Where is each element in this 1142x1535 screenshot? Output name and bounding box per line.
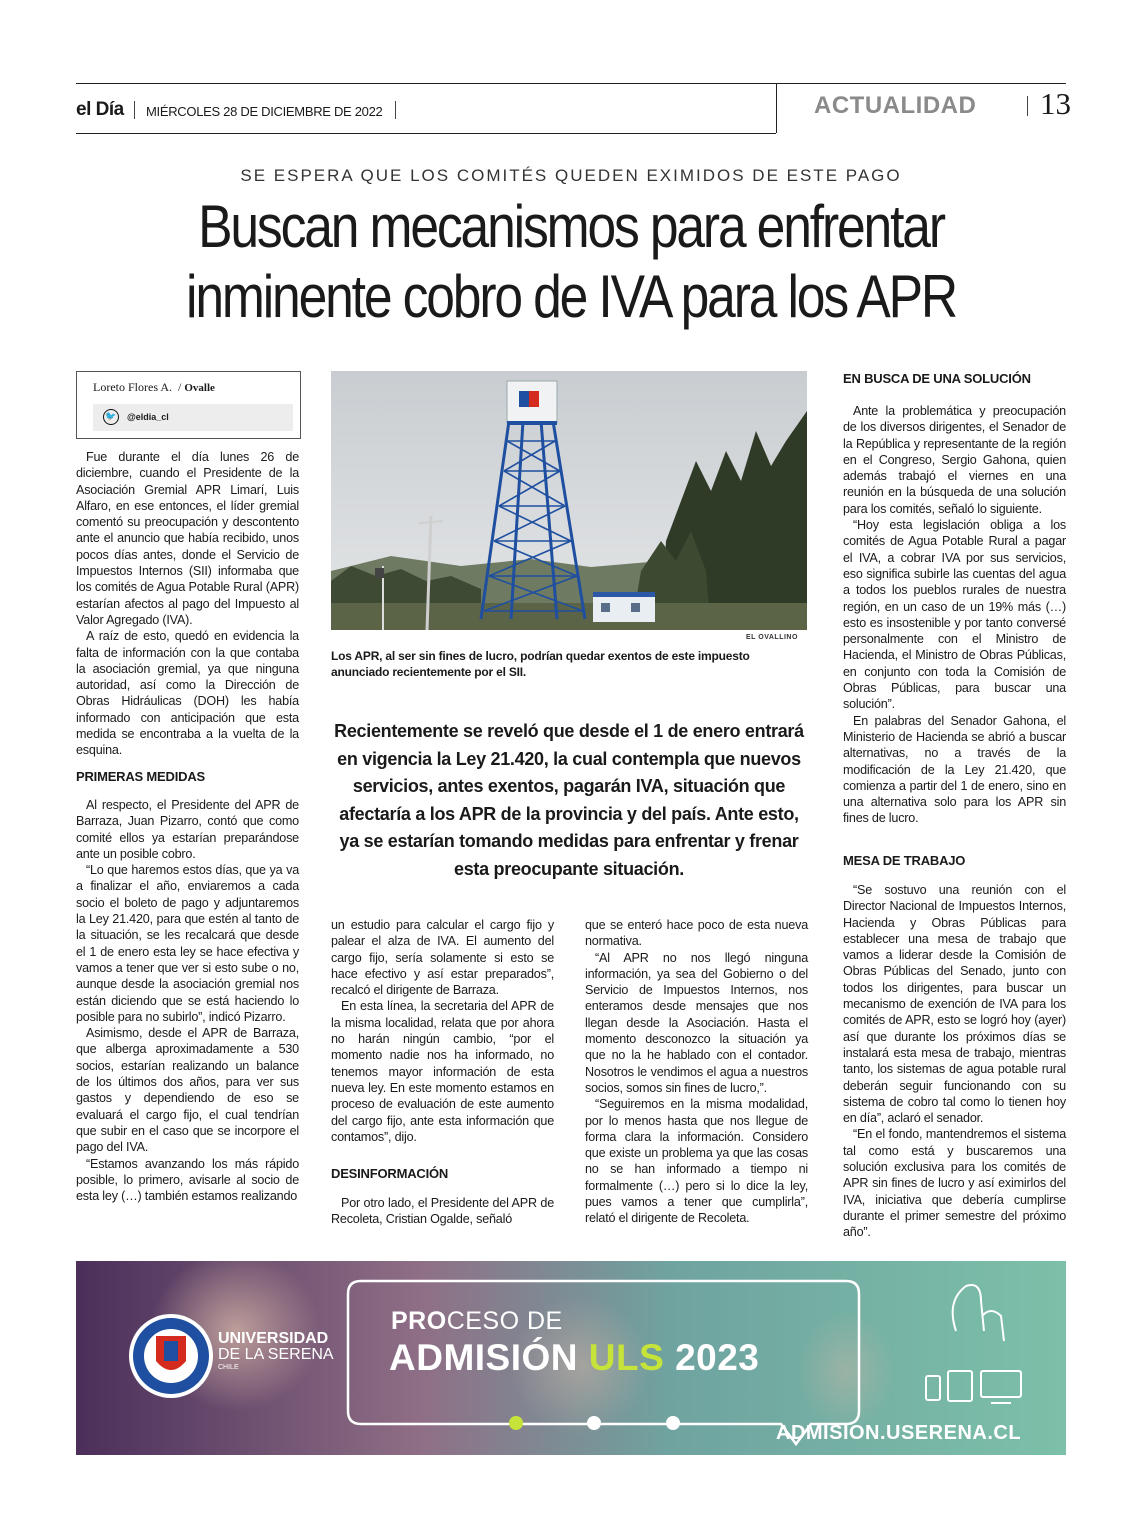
paragraph: un estudio para calcular el cargo fijo y palear el alza de IVA. El aumento del cargo fijo, sería solamente si esto se hace efectivo y así estar preparados”, recalcó el dirigente de Barraza.	[331, 918, 554, 998]
subhead-en-busca: EN BUSCA DE UNA SOLUCIÓN	[843, 371, 1031, 386]
water-tower-photo	[331, 371, 807, 630]
paragraph: Asimismo, desde el APR de Barraza, que alberga aproximadamente a 530 socios, estarían realizando un balance de los últimos dos años, para ver sus gastos y dependiendo de eso se evaluará el cargo fijo, el cual tendrían que subir en el caso que se incorpore el pago del IVA.	[76, 1026, 299, 1155]
column-2b	[331, 1195, 554, 1228]
proceso-bold: PRO	[391, 1307, 447, 1335]
paragraph: “En el fondo, mantendremos el sistema tal como está y buscaremos una solución exclusiva para los comités de APR sin fines de lucro y así eximirlos del IVA, iniciativa que debería cumplirse durante el primer semestre del próximo año”.	[843, 1127, 1066, 1240]
subhead-desinformacion: DESINFORMACIÓN	[331, 1166, 449, 1181]
header-separator	[1027, 96, 1028, 116]
admision-title	[389, 1337, 759, 1379]
column-1b	[76, 797, 299, 1204]
paragraph: Fue durante el día lunes 26 de diciembre, cuando el Presidente de la Asociación Gremial APR Limarí, Luis Alfaro, en ese entonces, el líder gremial comentó su preocupación y descontento ante el anuncio que había recibido, unos pocos días antes, donde el Servicio de Impuestos Internos (SII) informaba que los comités de Agua Potable Rural (APR) estarían afectos al pago del Impuesto al Valor Agregado (IVA).	[76, 450, 299, 627]
author-name: Loreto Flores A.	[93, 380, 172, 394]
twitter-bar	[93, 404, 293, 431]
photo-illustration	[331, 371, 807, 630]
header-bottom-rule	[76, 133, 776, 134]
photo-credit: EL OVALLINO	[746, 634, 798, 641]
byline-author: Loreto Flores A. / Ovalle	[93, 380, 215, 394]
column-3	[585, 917, 808, 1227]
paragraph: “Al APR no nos llegó ninguna información, ya sea del Gobierno o del Servicio de Impuestos Internos, nos enteramos desde mensajes que nos llegan desde la Asociación. Hasta el momento desconozco la situación ya que no la he hablado con el contador. Nosotros le vendimos el agua a nuestros socios, somos sin fines de lucro,”.	[585, 950, 808, 1095]
university-line-1: UNIVERSIDAD	[218, 1330, 329, 1347]
admission-url-link[interactable]: ADMISION.USERENA.CL	[776, 1422, 1022, 1444]
paragraph: “Se sostuvo una reunión con el Director Nacional de Impuestos Internos, Hacienda y Obras Públicas para establecer una mesa de trabajo que vamos a liderar desde la Comisión de Obras Públicas del Senado, junto con todos los dirigentes, para buscar un mecanismo de exención de IVA para los comités de APR, esto se logró hoy (ayer) así que durante los próximos días se instalará esta mesa de trabajo, mientras tanto, los sistemas de agua potable rural deberán seguir funcionando con su sistema de cobro tal como lo tienen hoy en día”, aclaró el senador.	[843, 883, 1066, 1126]
admision-word: ADMISIÓN	[389, 1337, 578, 1378]
photo-caption: Los APR, al ser sin fines de lucro, podrían quedar exentos de este impuesto anunciado recientemente por el SII.	[331, 649, 750, 679]
headline	[140, 192, 1002, 332]
column-2	[331, 917, 554, 1145]
author-location: Ovalle	[184, 382, 215, 394]
pull-quote: Recientemente se reveló que desde el 1 de enero entrará en vigencia la Ley 21.420, la cual contempla que nuevos servicios, antes exentos, pagarán IVA, situación que afectaría a los APR de la provincia y del país. Ante esto, ya se estarían tomando medidas para enfrentar y frenar esta preocupante situación.	[334, 721, 804, 879]
paragraph: “Estamos avanzando los más rápido posible, lo primero, avisarle al socio de esta ley (…) también estamos realizando	[76, 1156, 299, 1204]
section-name: ACTUALIDAD	[814, 92, 977, 119]
paragraph: En esta línea, la secretaria del APR de la misma localidad, relata que por ahora no harán ningún cambio, “por el momento nadie nos ha informado, no tenemos mayor información de esta nueva ley. En este momento estamos en proceso de evaluación de este aumento del cargo fijo, ante esta información que contamos”, dijo.	[331, 999, 554, 1144]
headline-line-1: Buscan mecanismos para enfrentar	[198, 193, 944, 260]
paragraph: En palabras del Senador Gahona, el Ministerio de Hacienda se abrió a buscar alternativas, no a través de la modificación de la Ley 21.420, que comienza a partir del 1 de enero, sino en una alternativa solo para los APR sin fines de lucro.	[843, 713, 1066, 826]
newspaper-logo: el Día	[76, 99, 124, 120]
top-rule	[76, 83, 1066, 84]
issue-date: MIÉRCOLES 28 DE DICIEMBRE DE 2022	[146, 104, 383, 119]
header-separator	[134, 101, 135, 119]
kicker: SE ESPERA QUE LOS COMITÉS QUEDEN EXIMIDOS DE ESTE PAGO	[240, 166, 902, 185]
university-line-3: CHILE	[218, 1364, 239, 1371]
proceso-rest: CESO DE	[446, 1307, 563, 1335]
headline-line-2: inminente cobro de IVA para los APR	[186, 263, 956, 330]
column-1	[76, 449, 299, 759]
subhead-primeras-medidas: PRIMERAS MEDIDAS	[76, 769, 205, 784]
paragraph: que se enteró hace poco de esta nueva normativa.	[585, 918, 808, 949]
paragraph: “Seguiremos en la misma modalidad, por lo menos hasta que nos llegue de forma clara la información. Considero que existe un problema ya que las cosas no se han informado a tiempo ni formalmente (…) pero si lo dice la ley, pues vamos a tener que cumplirla”, relató el dirigente de Recoleta.	[585, 1097, 808, 1226]
university-name	[218, 1331, 334, 1372]
twitter-handle: @eldia_cl	[127, 412, 169, 422]
paragraph: A raíz de esto, quedó en evidencia la falta de información con la que contaba la asociación gremial, ya que ninguna autoridad, así como la Dirección de Obras Hidráulicas (DOH) les había informado con anticipación que esta medida se encontraba a la vuelta de la esquina.	[76, 629, 299, 758]
year-word: 2023	[675, 1337, 760, 1378]
column-4b	[843, 882, 1066, 1241]
subhead-mesa-de-trabajo: MESA DE TRABAJO	[843, 853, 966, 868]
uls-word: ULS	[588, 1337, 665, 1378]
page-number: 13	[1040, 86, 1071, 121]
twitter-icon: 🐦	[103, 409, 119, 425]
proceso-de	[391, 1307, 563, 1336]
paragraph: Al respecto, el Presidente del APR de Barraza, Juan Pizarro, contó que como comité ellos ya estarían preparándose ante un posible cobro.	[76, 798, 299, 861]
byline-box	[76, 371, 301, 439]
admission-advertisement[interactable]	[76, 1261, 1066, 1455]
paragraph: Ante la problemática y preocupación de los diversos dirigentes, el Senador de la República y representante de la región en el Congreso, Sergio Gahona, quien además trabajó el viernes en una reunión en la búsqueda de una solución para los comités, señaló lo siguiente.	[843, 404, 1066, 516]
header-separator	[395, 101, 396, 119]
paragraph: “Lo que haremos estos días, que ya va a finalizar el año, enviaremos a cada socio el boleto de pago y adjuntaremos la Ley 21.420, para que estén al tanto de la situación, se les recalcará que desde el 1 de enero esta ley se hace efectiva y vamos a tener que ver si esto sube o no, aunque desde la asociación gremial nos están diciendo que se está haciendo lo posible para no subirlo”, indicó Pizarro.	[76, 863, 299, 1024]
university-line-2: DE LA SERENA	[218, 1346, 334, 1363]
paragraph: “Hoy esta legislación obliga a los comités de Agua Potable Rural a pagar el IVA, a cobrar IVA por sus servicios, eso significa subirle las cuentas del agua a todos los pueblos rurales de nuestra región, en un caso de un 19% más (…) esto es insostenible y por tanto conversé personalmente con el Ministro de Hacienda, el Ministro de Obras Públicas, en conjunto con toda la Comisión de Obras Públicas, para buscar una solución”.	[843, 518, 1066, 712]
paragraph: Por otro lado, el Presidente del APR de Recoleta, Cristian Ogalde, señaló	[331, 1196, 554, 1227]
column-4	[843, 403, 1066, 827]
header-divider	[776, 83, 777, 133]
